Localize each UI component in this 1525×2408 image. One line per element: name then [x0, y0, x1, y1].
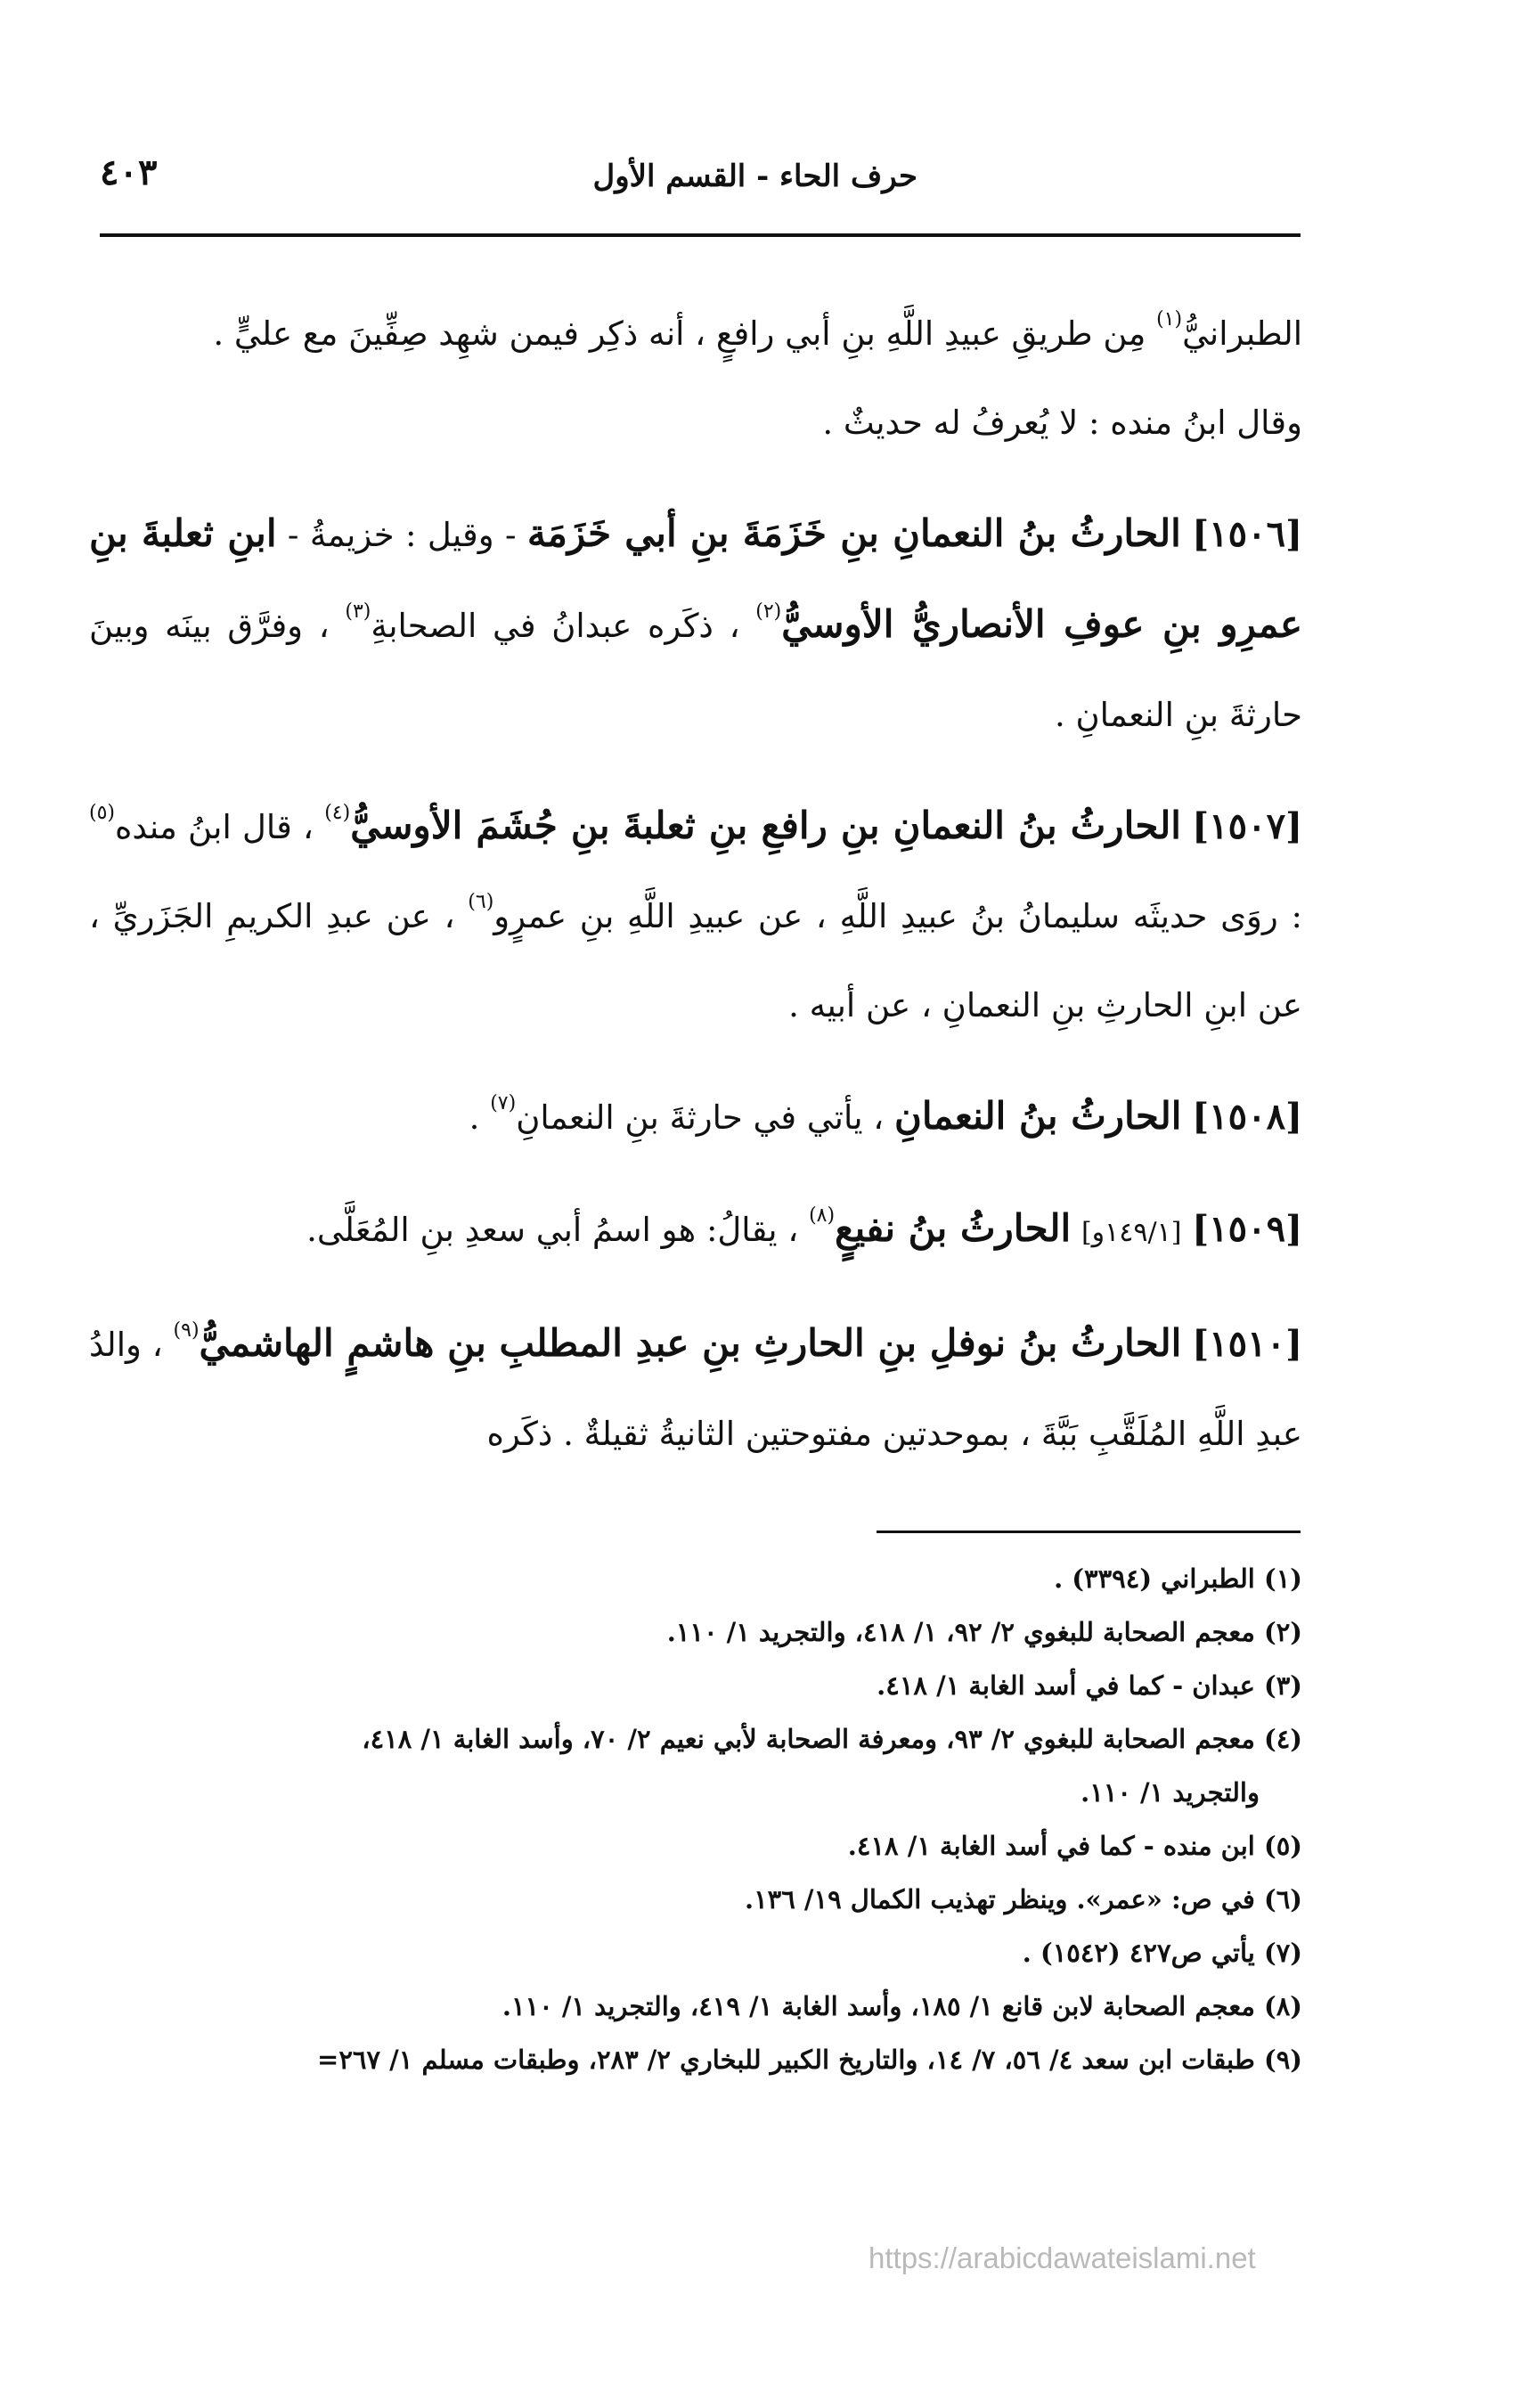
entry-name-cont: ابنِ ثعلبةَ بنِ عمرِو بنِ عوفِ الأنصاريُّ الأوسيُّ — [89, 511, 1303, 646]
text-run: : روَى حديثَه سليمانُ بنُ عبيدِ اللَّهِ ، عن عبيدِ اللَّهِ بنِ عمرٍو — [493, 897, 1302, 935]
footnote-text: (١) الطبراني (٣٣٩٤) . — [1054, 1563, 1302, 1594]
text-run: مِن طريقِ عبيدِ اللَّهِ بنِ أبي رافعٍ ، أنه ذكِر فيمن شهِد صِفِّينَ مع عليٍّ . — [213, 314, 1146, 353]
footnote-continuation: والتجريد ١/ ١١٠. — [1081, 1777, 1260, 1808]
entry-name: الحارثُ بنُ النعمانِ — [893, 1094, 1182, 1138]
entry-1506 — [89, 489, 1302, 760]
footnote-text: (٣) عبدان - كما في أسد الغابة ١/ ٤١٨. — [877, 1670, 1302, 1701]
text-run: ، ذكَره عبدانُ في الصحابةِ — [371, 607, 740, 645]
entry-name: الحارثُ بنُ نوفلِ بنِ الحارثِ بنِ عبدِ المطلبِ بنِ هاشمٍ الهاشميُّ — [199, 1321, 1182, 1365]
footnote-ref-7[interactable]: (٧) — [490, 1092, 517, 1114]
entry-name: الحارثُ بنُ النعمانِ بنِ رافعِ بنِ ثعلبةَ بنِ جُشَمَ الأوسيُّ — [350, 804, 1181, 847]
entry-1508 — [89, 1072, 1302, 1163]
entry-number: [١٥٠٦] — [1192, 513, 1302, 555]
entry-name: الحارثُ بنُ نفيعٍ — [835, 1206, 1072, 1250]
footnote-7 — [80, 1926, 1302, 1979]
footnote-4 — [80, 1712, 1302, 1819]
text-run: الطبرانيُّ — [1182, 314, 1302, 353]
paragraph-1 — [89, 290, 1302, 379]
footnote-ref-5[interactable]: (٥) — [89, 802, 116, 824]
footnote-ref-3[interactable]: (٣) — [345, 600, 371, 623]
entry-1510 — [89, 1299, 1302, 1479]
page-header — [100, 150, 1301, 212]
footnote-ref-9[interactable]: (٩) — [173, 1319, 200, 1342]
footnote-9 — [80, 2033, 1302, 2086]
text-run: ، يأتي في حارثةَ بنِ النعمانِ — [516, 1098, 885, 1137]
footnote-5 — [80, 1819, 1302, 1873]
paragraph-2: وقال ابنُ منده : لا يُعرفُ له حديثٌ . — [822, 404, 1302, 442]
entry-number: [١٥٠٧] — [1192, 805, 1302, 847]
footnote-ref-8[interactable]: (٨) — [809, 1204, 836, 1227]
text-run: ، والدُ عبدِ اللَّهِ المُلَقَّبِ بَبَّةَ ، بموحدتين مفتوحتين الثانيةُ ثقيلةٌ . ذكَره — [89, 1326, 1302, 1453]
footnote-separator — [877, 1531, 1301, 1533]
manuscript-folio-ref: [١٤٩/١و] — [1081, 1217, 1182, 1248]
page-number: ٤٠٣ — [100, 151, 158, 193]
text-run: . — [469, 1098, 480, 1137]
header-rule — [100, 233, 1301, 237]
entry-number: [١٥٠٨] — [1192, 1096, 1302, 1138]
text-run: ، قال ابنُ منده — [115, 808, 314, 846]
entry-number: [١٥١٠] — [1192, 1323, 1303, 1365]
footnote-8 — [80, 1979, 1302, 2033]
watermark-url: https://arabicdawateislami.net — [869, 2241, 1256, 2274]
entry-name: الحارثُ بنُ النعمانِ بنِ خَزَمَةَ بنِ أبي خَزَمَة — [526, 511, 1181, 555]
text-run: ، عن عبدِ الكريمِ الجَزَريِّ ، عن ابنِ الحارثِ بنِ النعمانِ ، عن أبيه . — [89, 897, 1302, 1024]
footnote-ref-2[interactable]: (٢) — [755, 600, 782, 623]
footnote-text: (٤) معجم الصحابة للبغوي ٢/ ٩٣، ومعرفة الصحابة لأبي نعيم ٢/ ٧٠، وأسد الغابة ١/ ٤١٨، — [362, 1724, 1302, 1754]
footnote-3 — [80, 1659, 1302, 1712]
footnote-text: (٥) ابن منده - كما في أسد الغابة ١/ ٤١٨. — [847, 1831, 1302, 1861]
footnote-1 — [80, 1552, 1302, 1605]
footnote-ref-4[interactable]: (٤) — [324, 802, 351, 824]
entry-1509 — [89, 1184, 1302, 1277]
footnote-ref-1[interactable]: (١) — [1156, 308, 1183, 331]
text-run: ، يقالُ: هو اسمُ أبي سعدِ بنِ المُعَلَّى. — [306, 1211, 799, 1249]
footnote-text: (٦) في ص: «عمر». وينظر تهذيب الكمال ١٩/ ١٣٦. — [744, 1884, 1302, 1914]
footnote-text: (٨) معجم الصحابة لابن قانع ١/ ١٨٥، وأسد الغابة ١/ ٤١٩، والتجريد ١/ ١١٠. — [502, 1991, 1302, 2021]
footnote-text: (٩) طبقات ابن سعد ٤/ ٥٦، ٧/ ١٤، والتاريخ الكبير للبخاري ٢/ ٢٨٣، وطبقات مسلم ١/ ٢٦٧= — [317, 2045, 1302, 2075]
running-title: حرف الحاء - القسم الأول — [592, 159, 917, 194]
text-run: ، وفرَّق بينَه وبينَ حارثةَ بنِ النعمانِ . — [89, 607, 1302, 734]
text-run: - وقيل : خزيمةُ - — [276, 516, 527, 554]
main-text — [89, 290, 1302, 1479]
footnote-ref-6[interactable]: (٦) — [468, 891, 494, 913]
footnote-2 — [80, 1605, 1302, 1659]
footnote-text: (٧) يأتي ص٤٢٧ (١٥٤٢) . — [1022, 1938, 1302, 1968]
footnote-6 — [80, 1873, 1302, 1926]
footnote-text: (٢) معجم الصحابة للبغوي ٢/ ٩٢، ١/ ٤١٨، والتجريد ١/ ١١٠. — [666, 1617, 1302, 1647]
entry-number: [١٥٠٩] — [1192, 1208, 1302, 1250]
entry-1507 — [89, 781, 1302, 1050]
footnotes — [80, 1552, 1302, 2086]
